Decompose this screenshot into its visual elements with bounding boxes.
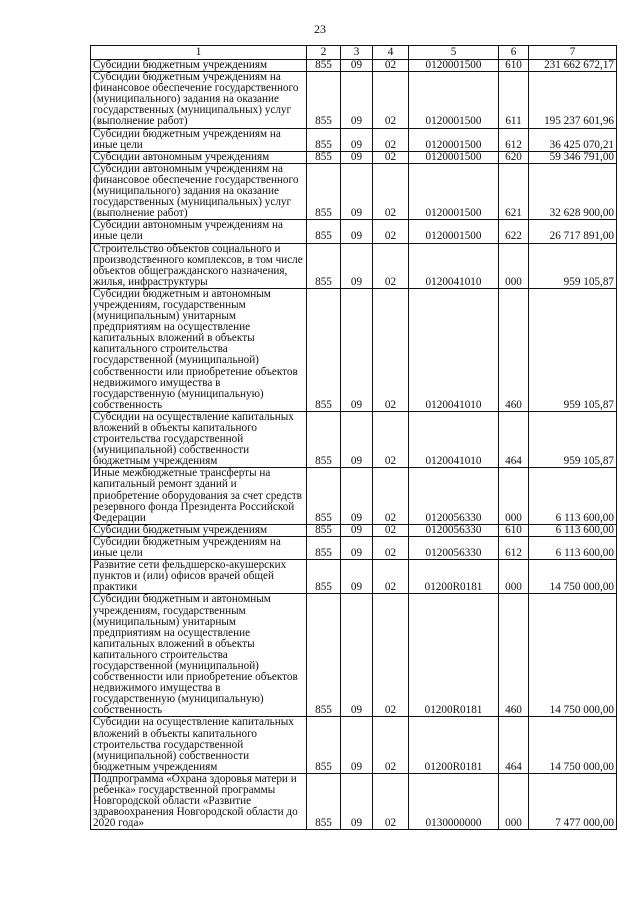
table-row	[91, 594, 617, 717]
row-subsection-code: 02	[373, 243, 409, 288]
row-expense-type: 610	[499, 524, 529, 536]
table-row	[91, 72, 617, 128]
col-header-1: 1	[91, 46, 307, 60]
row-name: Субсидии бюджетным учреждениям	[91, 524, 307, 536]
row-target-article: 0130000000	[409, 773, 499, 829]
row-expense-type: 611	[499, 72, 529, 128]
row-ministry-code: 855	[307, 151, 341, 163]
row-amount: 6 113 600,00	[529, 524, 617, 536]
row-name: Субсидии автономным учреждениям на финансовое обеспечение государственного (муниципального) задания на оказание государственных (муниципальных) услуг (выполнение работ)	[91, 163, 307, 219]
row-ministry-code: 855	[307, 524, 341, 536]
table-row	[91, 411, 617, 467]
row-ministry-code: 855	[307, 243, 341, 288]
row-amount: 6 113 600,00	[529, 468, 617, 524]
row-ministry-code: 855	[307, 163, 341, 219]
row-ministry-code: 855	[307, 411, 341, 467]
row-amount: 195 237 601,96	[529, 72, 617, 128]
row-name: Субсидии на осуществление капитальных вложений в объекты капитального строительства государственной (муниципальной) собственности бюджетным учреждениям	[91, 411, 307, 467]
row-target-article: 0120001500	[409, 220, 499, 243]
table-row	[91, 151, 617, 163]
row-subsection-code: 02	[373, 468, 409, 524]
row-target-article: 0120056330	[409, 468, 499, 524]
row-amount: 959 105,87	[529, 288, 617, 411]
row-name: Строительство объектов социального и производственного комплексов, в том числе объектов общегражданского назначения, жилья, инфраструктуры	[91, 243, 307, 288]
header-row	[91, 46, 617, 60]
row-subsection-code: 02	[373, 220, 409, 243]
row-amount: 231 662 672,17	[529, 60, 617, 72]
row-amount: 6 113 600,00	[529, 536, 617, 559]
row-section-code: 09	[341, 163, 373, 219]
row-subsection-code: 02	[373, 128, 409, 151]
row-amount: 36 425 070,21	[529, 128, 617, 151]
col-header-4: 4	[373, 46, 409, 60]
row-target-article: 0120001500	[409, 128, 499, 151]
col-header-7: 7	[529, 46, 617, 60]
row-ministry-code: 855	[307, 72, 341, 128]
row-amount: 14 750 000,00	[529, 717, 617, 773]
page-number: 23	[314, 22, 326, 36]
table-row	[91, 220, 617, 243]
row-target-article: 0120056330	[409, 524, 499, 536]
table-row	[91, 468, 617, 524]
row-section-code: 09	[341, 72, 373, 128]
table-body	[91, 60, 617, 830]
row-expense-type: 612	[499, 536, 529, 559]
row-ministry-code: 855	[307, 128, 341, 151]
row-name: Субсидии автономным учреждениям на иные цели	[91, 220, 307, 243]
row-expense-type: 000	[499, 560, 529, 594]
row-target-article: 01200R0181	[409, 594, 499, 717]
row-name: Субсидии бюджетным учреждениям на иные цели	[91, 536, 307, 559]
row-subsection-code: 02	[373, 151, 409, 163]
row-expense-type: 620	[499, 151, 529, 163]
row-section-code: 09	[341, 773, 373, 829]
table-row	[91, 60, 617, 72]
row-ministry-code: 855	[307, 594, 341, 717]
row-subsection-code: 02	[373, 288, 409, 411]
row-name: Подпрограмма «Охрана здоровья матери и ребенка» государственной программы Новгородской области «Развитие здравоохранения Новгородской области до 2020 года»	[91, 773, 307, 829]
row-target-article: 0120056330	[409, 536, 499, 559]
row-ministry-code: 855	[307, 288, 341, 411]
row-amount: 959 105,87	[529, 411, 617, 467]
row-section-code: 09	[341, 468, 373, 524]
table-row	[91, 717, 617, 773]
row-section-code: 09	[341, 60, 373, 72]
row-target-article: 0120001500	[409, 72, 499, 128]
row-ministry-code: 855	[307, 220, 341, 243]
row-name: Развитие сети фельдшерско-акушерских пунктов и (или) офисов врачей общей практики	[91, 560, 307, 594]
row-amount: 7 477 000,00	[529, 773, 617, 829]
row-subsection-code: 02	[373, 560, 409, 594]
row-subsection-code: 02	[373, 536, 409, 559]
table-row	[91, 128, 617, 151]
row-amount: 959 105,87	[529, 243, 617, 288]
row-name: Субсидии бюджетным учреждениям на финансовое обеспечение государственного (муниципального) задания на оказание государственных (муниципальных) услуг (выполнение работ)	[91, 72, 307, 128]
row-ministry-code: 855	[307, 60, 341, 72]
row-section-code: 09	[341, 128, 373, 151]
col-header-3: 3	[341, 46, 373, 60]
row-target-article: 0120001500	[409, 60, 499, 72]
table-row	[91, 536, 617, 559]
row-subsection-code: 02	[373, 60, 409, 72]
row-expense-type: 460	[499, 288, 529, 411]
budget-table	[90, 45, 617, 830]
col-header-5: 5	[409, 46, 499, 60]
row-expense-type: 000	[499, 243, 529, 288]
row-subsection-code: 02	[373, 524, 409, 536]
row-name: Субсидии бюджетным и автономным учреждениям, государственным (муниципальным) унитарным предприятиям на осуществление капитальных вложений в объекты капитального строительства государственной (муниципальной) собственности или приобретение объектов недвижимого имущества в государственную (муниципальную) собственность	[91, 288, 307, 411]
row-section-code: 09	[341, 524, 373, 536]
row-ministry-code: 855	[307, 536, 341, 559]
row-target-article: 0120041010	[409, 288, 499, 411]
row-expense-type: 460	[499, 594, 529, 717]
row-section-code: 09	[341, 594, 373, 717]
row-expense-type: 464	[499, 411, 529, 467]
table-row	[91, 773, 617, 829]
col-header-6: 6	[499, 46, 529, 60]
row-expense-type: 000	[499, 773, 529, 829]
row-name: Субсидии бюджетным и автономным учреждениям, государственным (муниципальным) унитарным предприятиям на осуществление капитальных вложений в объекты капитального строительства государственной (муниципальной) собственности или приобретение объектов недвижимого имущества в государственную (муниципальную) собственность	[91, 594, 307, 717]
row-ministry-code: 855	[307, 773, 341, 829]
row-target-article: 01200R0181	[409, 717, 499, 773]
table-row	[91, 163, 617, 219]
table-row	[91, 560, 617, 594]
row-section-code: 09	[341, 717, 373, 773]
row-subsection-code: 02	[373, 411, 409, 467]
table-row	[91, 243, 617, 288]
row-section-code: 09	[341, 560, 373, 594]
row-target-article: 0120041010	[409, 411, 499, 467]
col-header-2: 2	[307, 46, 341, 60]
row-expense-type: 464	[499, 717, 529, 773]
row-section-code: 09	[341, 411, 373, 467]
row-subsection-code: 02	[373, 594, 409, 717]
row-target-article: 0120041010	[409, 243, 499, 288]
table-row	[91, 524, 617, 536]
row-section-code: 09	[341, 243, 373, 288]
row-expense-type: 000	[499, 468, 529, 524]
row-name: Субсидии бюджетным учреждениям	[91, 60, 307, 72]
row-ministry-code: 855	[307, 717, 341, 773]
row-ministry-code: 855	[307, 560, 341, 594]
row-subsection-code: 02	[373, 163, 409, 219]
row-target-article: 0120001500	[409, 151, 499, 163]
row-amount: 14 750 000,00	[529, 560, 617, 594]
row-expense-type: 621	[499, 163, 529, 219]
table-row	[91, 288, 617, 411]
row-section-code: 09	[341, 288, 373, 411]
row-section-code: 09	[341, 151, 373, 163]
row-name: Субсидии автономным учреждениям	[91, 151, 307, 163]
row-section-code: 09	[341, 220, 373, 243]
row-amount: 59 346 791,00	[529, 151, 617, 163]
row-expense-type: 622	[499, 220, 529, 243]
row-amount: 26 717 891,00	[529, 220, 617, 243]
row-target-article: 01200R0181	[409, 560, 499, 594]
row-subsection-code: 02	[373, 773, 409, 829]
row-expense-type: 612	[499, 128, 529, 151]
row-ministry-code: 855	[307, 468, 341, 524]
row-target-article: 0120001500	[409, 163, 499, 219]
row-name: Субсидии бюджетным учреждениям на иные цели	[91, 128, 307, 151]
row-section-code: 09	[341, 536, 373, 559]
row-name: Иные межбюджетные трансферты на капитальный ремонт зданий и приобретение оборудования за счет средств резервного фонда Президента Российской Федерации	[91, 468, 307, 524]
row-subsection-code: 02	[373, 717, 409, 773]
row-subsection-code: 02	[373, 72, 409, 128]
row-name: Субсидии на осуществление капитальных вложений в объекты капитального строительства государственной (муниципальной) собственности бюджетным учреждениям	[91, 717, 307, 773]
row-expense-type: 610	[499, 60, 529, 72]
row-amount: 14 750 000,00	[529, 594, 617, 717]
row-amount: 32 628 900,00	[529, 163, 617, 219]
